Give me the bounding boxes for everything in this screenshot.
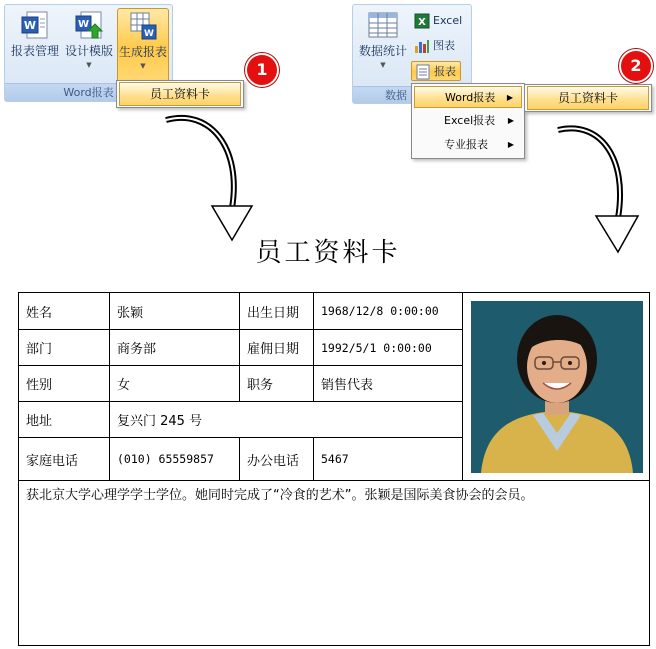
value-office-phone: 5467 — [321, 452, 349, 466]
submenu-item-excel-report[interactable] — [414, 110, 522, 132]
label-job-title: 职务 — [247, 378, 274, 393]
design-template-button[interactable] — [63, 8, 115, 82]
card-title: 员工资料卡 — [255, 238, 401, 268]
label-department: 部门 — [26, 342, 53, 357]
label-name: 姓名 — [26, 305, 53, 321]
value-job-title: 销售代表 — [321, 378, 374, 393]
step-badge-2: 2 — [619, 49, 653, 83]
submenu-item-pro-report[interactable] — [414, 134, 522, 156]
submenu-item-word-report[interactable] — [414, 86, 522, 108]
svg-text:W: W — [144, 29, 154, 39]
design-template-label: 设计模版 — [64, 44, 113, 58]
bar-chart-icon — [414, 38, 430, 54]
report-button[interactable] — [411, 61, 461, 81]
value-gender: 女 — [117, 378, 131, 393]
employee-card-table — [18, 292, 650, 646]
svg-text:W: W — [77, 19, 90, 30]
submenu-arrow-icon: ▶ — [507, 140, 514, 149]
curved-arrow-1-icon — [160, 108, 260, 243]
value-home-phone: (010) 65559857 — [117, 452, 214, 466]
report-label: 报表 — [434, 65, 456, 78]
report-manage-label: 报表管理 — [10, 44, 59, 58]
employee-notes: 获北京大学心理学学士学位。她同时完成了“冷食的艺术”。张颖是国际美食协会的会员。 — [26, 488, 534, 503]
employee-photo — [471, 301, 643, 473]
dropdown-arrow-icon: ▼ — [380, 61, 386, 69]
submenu-label: 专业报表 — [444, 138, 488, 151]
chart-button[interactable] — [411, 36, 465, 56]
svg-text:W: W — [23, 19, 37, 32]
ribbon-group-caption: 数据 — [353, 86, 471, 103]
data-statistics-label: 数据统计 — [358, 44, 407, 58]
generate-report-label: 生成报表 — [118, 45, 167, 59]
value-department: 商务部 — [117, 342, 157, 357]
excel-button[interactable] — [411, 11, 465, 31]
excel-icon — [414, 13, 430, 29]
label-hire-date: 雇佣日期 — [247, 342, 300, 357]
label-office-phone: 办公电话 — [247, 453, 300, 469]
report-manage-button[interactable] — [9, 8, 61, 82]
data-grid-icon — [367, 10, 399, 40]
svg-text:X: X — [418, 17, 426, 28]
dropdown-arrow-icon: ▼ — [140, 62, 146, 70]
report-submenu — [411, 83, 525, 159]
data-statistics-button[interactable] — [356, 8, 410, 82]
submenu-label: Word报表 — [445, 91, 496, 104]
employee-portrait-image — [471, 301, 643, 473]
submenu-arrow-icon: ▶ — [506, 93, 513, 102]
word-document-icon — [20, 10, 50, 40]
report-icon — [415, 64, 431, 80]
generate-report-dropdown — [116, 80, 244, 108]
label-address: 地址 — [26, 414, 53, 429]
label-home-phone: 家庭电话 — [26, 453, 79, 469]
menu-item-employee-card[interactable]: 员工资料卡 — [119, 82, 241, 106]
label-gender: 性别 — [26, 378, 53, 393]
generate-report-icon — [128, 11, 158, 41]
ribbon-group-caption: Word报表 — [5, 83, 172, 101]
excel-label: Excel — [433, 14, 463, 27]
flyout-item-employee-card[interactable]: 员工资料卡 — [527, 86, 649, 110]
step-badge-1: 1 — [245, 53, 279, 87]
chart-label: 图表 — [433, 39, 455, 52]
generate-report-button[interactable] — [117, 8, 169, 82]
submenu-arrow-icon: ▶ — [507, 116, 514, 125]
value-address: 复兴门 245 号 — [117, 414, 203, 429]
word-report-flyout — [524, 84, 652, 112]
submenu-label: Excel报表 — [444, 114, 496, 127]
label-birth-date: 出生日期 — [247, 305, 300, 321]
value-name: 张颖 — [117, 305, 144, 321]
template-upload-icon — [74, 10, 104, 40]
value-hire-date: 1992/5/1 0:00:00 — [321, 340, 432, 355]
dropdown-arrow-icon: ▼ — [86, 61, 92, 69]
value-birth-date: 1968/12/8 0:00:00 — [321, 304, 439, 318]
